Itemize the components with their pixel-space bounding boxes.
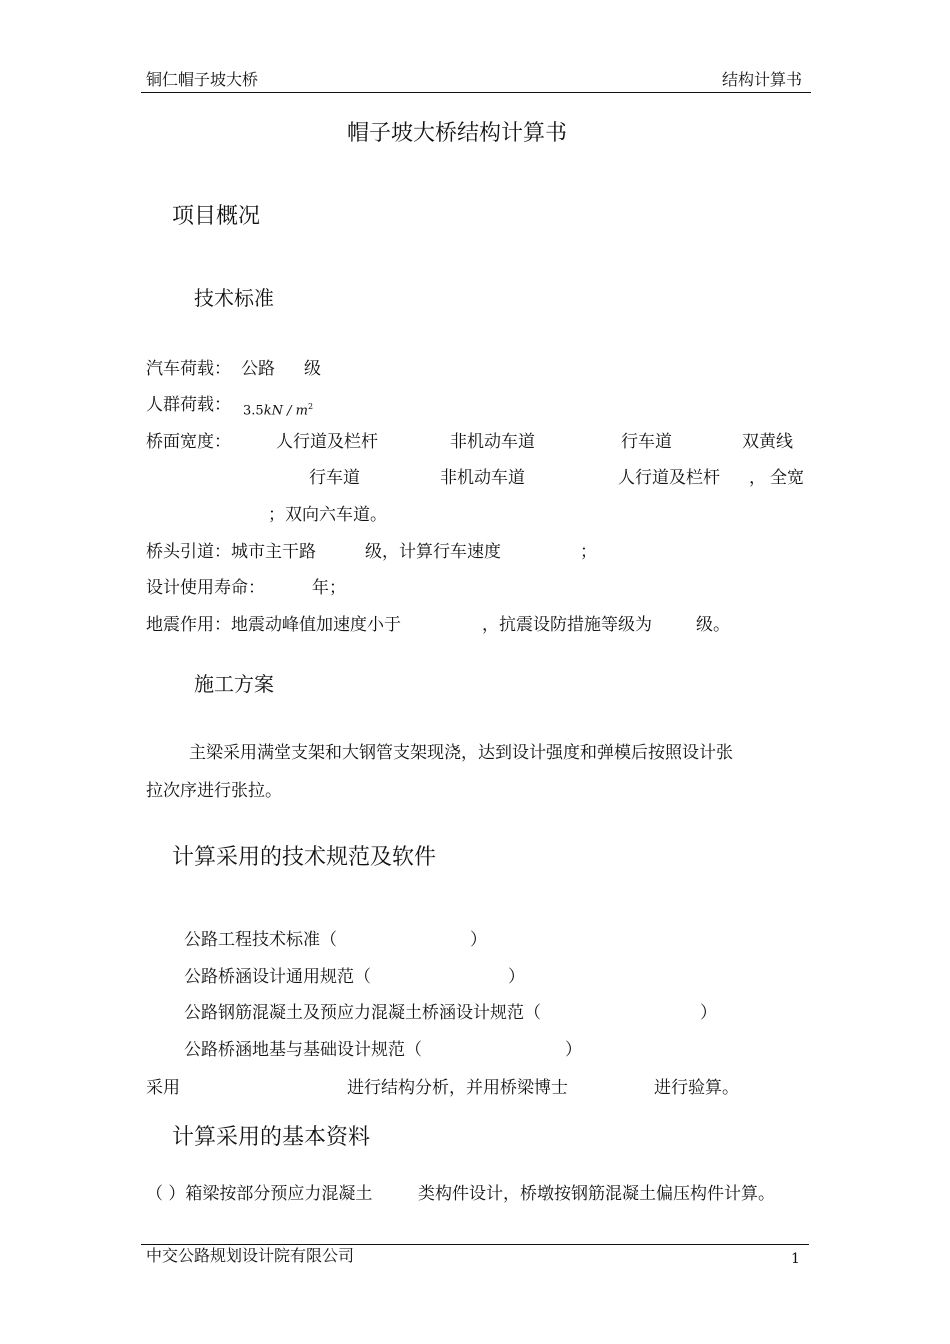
vehicle-load-label: 汽车荷载： xyxy=(146,359,231,379)
section-heading-overview: 项目概况 xyxy=(172,204,261,229)
footer-rule xyxy=(141,1244,809,1245)
crowd-load-label: 人群荷载： xyxy=(146,395,231,415)
crowd-load-unit-a: kN xyxy=(263,403,283,419)
seismic-b: ，抗震设防措施等级为 xyxy=(482,615,652,635)
page-title: 帽子坡大桥结构计算书 xyxy=(347,121,568,146)
construction-line-1: 主梁采用满堂支架和大钢管支架现浇，达到设计强度和弹模后按照设计张 xyxy=(189,743,733,763)
page-number: 1 xyxy=(791,1251,800,1267)
crowd-load-number: 3.5 xyxy=(243,403,264,419)
deck-width-item: 双黄线 xyxy=(742,432,793,452)
section-heading-construction: 施工方案 xyxy=(194,672,274,696)
software-b: 进行结构分析，并用桥梁博士 xyxy=(347,1078,568,1098)
seismic-a: 地震作用：地震动峰值加速度小于 xyxy=(146,615,401,635)
spec-item-name: 公路钢筋混凝土及预应力混凝土桥涵设计规范（ xyxy=(184,1003,541,1023)
deck-width-item: 行车道 xyxy=(309,468,360,488)
footer-left: 中交公路规划设计院有限公司 xyxy=(146,1246,355,1265)
header-right: 结构计算书 xyxy=(722,70,803,89)
software-c: 进行验算。 xyxy=(654,1078,739,1098)
basic-data-a: （ ）箱梁按部分预应力混凝土 xyxy=(146,1184,373,1204)
crowd-load-unit-b: / m xyxy=(287,403,308,419)
header-left: 铜仁帽子坡大桥 xyxy=(146,70,259,89)
design-life-a: 设计使用寿命： xyxy=(146,578,265,598)
section-heading-basic-data: 计算采用的基本资料 xyxy=(172,1125,371,1150)
vehicle-load-value-b: 级 xyxy=(304,359,321,379)
basic-data-b: 类构件设计，桥墩按钢筋混凝土偏压构件计算。 xyxy=(418,1184,775,1204)
spec-item-close: ） xyxy=(700,1003,717,1023)
approach-road-b: 级，计算行车速度 xyxy=(365,542,501,562)
crowd-load-value xyxy=(243,403,313,417)
header-rule xyxy=(141,92,811,93)
software-a: 采用 xyxy=(146,1078,180,1098)
section-heading-tech-standard: 技术标准 xyxy=(194,286,274,310)
deck-width-item: 非机动车道 xyxy=(440,468,525,488)
spec-item-name: 公路工程技术标准（ xyxy=(184,930,337,950)
seismic-c: 级。 xyxy=(696,615,730,635)
deck-width-item: 人行道及栏杆 xyxy=(276,432,378,452)
spec-item-close: ） xyxy=(565,1040,582,1060)
design-life-b: 年； xyxy=(312,578,346,598)
deck-width-item: 行车道 xyxy=(621,432,672,452)
vehicle-load-value-a: 公路 xyxy=(241,359,275,379)
approach-road-c: ； xyxy=(580,542,597,562)
deck-width-item: 人行道及栏杆 xyxy=(618,468,720,488)
crowd-load-sup: 2 xyxy=(307,402,314,411)
deck-width-item: 非机动车道 xyxy=(450,432,535,452)
deck-width-lanes: ；双向六车道。 xyxy=(268,505,387,525)
spec-item-close: ） xyxy=(470,930,487,950)
section-heading-specs: 计算采用的技术规范及软件 xyxy=(172,845,437,870)
deck-width-item: ， xyxy=(749,468,766,488)
spec-item-name: 公路桥涵地基与基础设计规范（ xyxy=(184,1040,422,1060)
deck-width-item: 全宽 xyxy=(770,468,804,488)
construction-line-2: 拉次序进行张拉。 xyxy=(146,781,282,801)
spec-item-name: 公路桥涵设计通用规范（ xyxy=(184,967,371,987)
spec-item-close: ） xyxy=(508,967,525,987)
approach-road-a: 桥头引道：城市主干路 xyxy=(146,542,316,562)
deck-width-label: 桥面宽度： xyxy=(146,432,231,452)
